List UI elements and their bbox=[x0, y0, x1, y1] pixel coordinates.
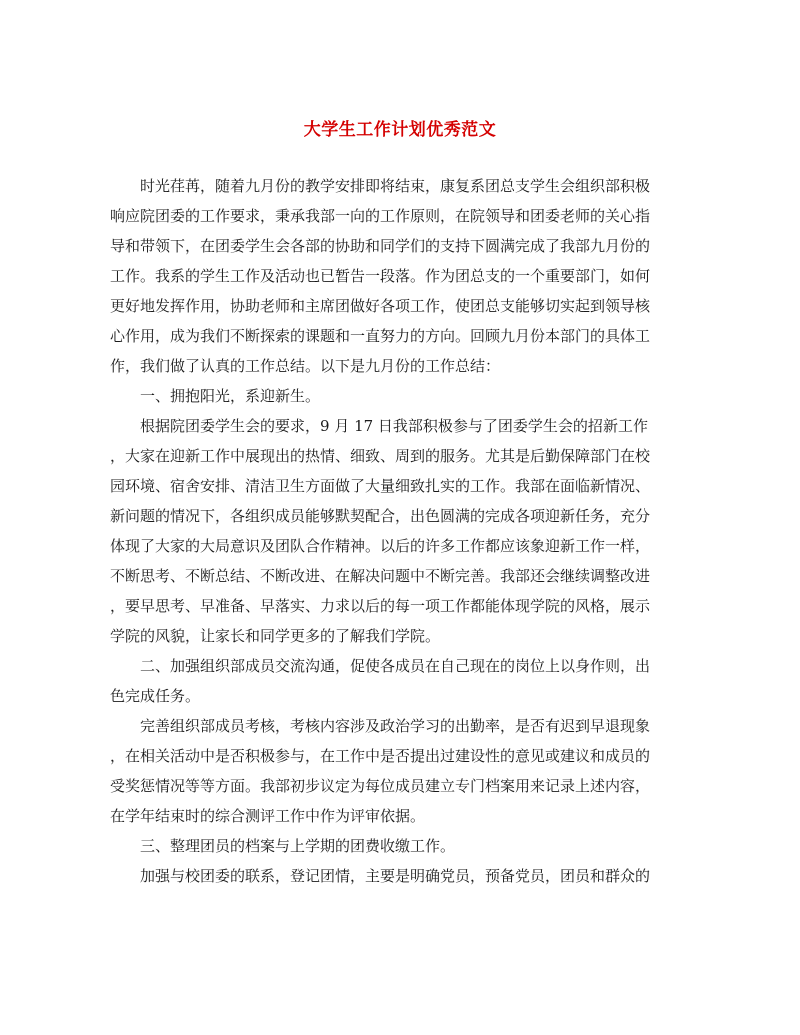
document-body bbox=[110, 171, 695, 891]
text-line: 根据院团委学生会的要求，9 月 17 日我部积极参与了团委学生会的招新工作 bbox=[140, 417, 648, 435]
text-line: ，要早思考、早准备、早落实、力求以后的每一项工作都能体现学院的风格，展示 bbox=[110, 597, 651, 615]
text-line: 加强与校团委的联系，登记团情，主要是明确党员，预备党员，团员和群众的 bbox=[140, 867, 651, 885]
text-line: 作，我们做了认真的工作总结。以下是九月份的工作总结： bbox=[110, 357, 501, 375]
text-line: 三、整理团员的档案与上学期的团费收缴工作。 bbox=[140, 837, 456, 855]
text-line: 导和带领下，在团委学生会各部的协助和同学们的支持下圆满完成了我部九月份的 bbox=[110, 237, 651, 255]
text-line: 完善组织部成员考核，考核内容涉及政治学习的出勤率，是否有迟到早退现象 bbox=[140, 717, 651, 735]
text-line: 园环境、宿舍安排、清洁卫生方面做了大量细致扎实的工作。我部在面临新情况、 bbox=[110, 477, 651, 495]
text-line: 新问题的情况下，各组织成员能够默契配合，出色圆满的完成各项迎新任务，充分 bbox=[110, 507, 651, 525]
text-line: ，在相关活动中是否积极参与，在工作中是否提出过建设性的意见或建议和成员的 bbox=[110, 747, 651, 765]
text-line: 更好地发挥作用，协助老师和主席团做好各项工作，使团总支能够切实起到领导核 bbox=[110, 297, 651, 315]
text-line: 二、加强组织部成员交流沟通，促使各成员在自己现在的岗位上以身作则，出 bbox=[140, 657, 651, 675]
text-line: 工作。我系的学生工作及活动也已暂告一段落。作为团总支的一个重要部门，如何 bbox=[110, 267, 651, 285]
text-line: 色完成任务。 bbox=[110, 687, 201, 705]
text-line: ，大家在迎新工作中展现出的热情、细致、周到的服务。尤其是后勤保障部门在校 bbox=[110, 447, 651, 465]
text-line: 受奖惩情况等等方面。我部初步议定为每位成员建立专门档案用来记录上述内容， bbox=[110, 777, 651, 795]
text-line: 一、拥抱阳光，系迎新生。 bbox=[140, 387, 321, 405]
text-line: 体现了大家的大局意识及团队合作精神。以后的许多工作都应该象迎新工作一样， bbox=[110, 537, 651, 555]
text-line: 不断思考、不断总结、不断改进、在解决问题中不断完善。我部还会继续调整改进 bbox=[110, 567, 651, 585]
text-line: 学院的风貌，让家长和同学更多的了解我们学院。 bbox=[110, 627, 441, 645]
document-title: 大学生工作计划优秀范文 bbox=[303, 120, 497, 140]
text-line: 在学年结束时的综合测评工作中作为评审依据。 bbox=[110, 807, 426, 825]
text-line: 响应院团委的工作要求，秉承我部一向的工作原则，在院领导和团委老师的关心指 bbox=[110, 207, 651, 225]
text-line: 心作用，成为我们不断探索的课题和一直努力的方向。回顾九月份本部门的具体工 bbox=[110, 327, 651, 345]
text-line: 时光荏苒，随着九月份的教学安排即将结束，康复系团总支学生会组织部积极 bbox=[140, 177, 651, 195]
